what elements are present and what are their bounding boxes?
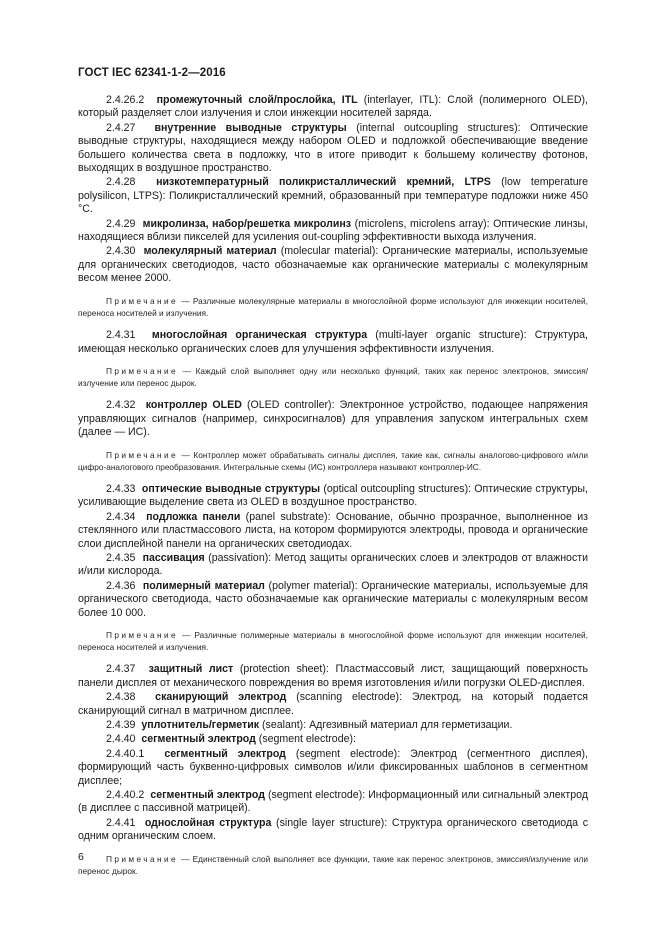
- term-entry: 2.4.28 низкотемпературный поликристаллический кремний, LTPS (low temperature polysilicon, LTPS): Поликристаллический кремний, образованный при температуре подложки ниже 450 °C.: [78, 176, 588, 216]
- note: Примечание — Различные полимерные материалы в многослойной форме используют для инжекции носителей, переноса носителей и излучения.: [78, 630, 588, 653]
- note-label: Примечание: [106, 365, 179, 376]
- note-label: Примечание: [106, 449, 179, 460]
- note: Примечание — Различные молекулярные материалы в многослойной форме используют для инжекции носителей, переноса носителей и излучения.: [78, 295, 588, 318]
- term-entry: 2.4.38 сканирующий электрод (scanning electrode): Электрод, на который подается сканирующий сигнал в матричном дисплее.: [78, 691, 588, 717]
- term-entry: 2.4.31 многослойная органическая структура (multi-layer organic structure): Структура, имеющая несколько органических слоев для улучшения эффективности излучения.: [78, 329, 588, 355]
- note: Примечание — Единственный слой выполняет все функции, такие как перенос электронов, эмиссия/излучение или перенос дырок.: [78, 853, 588, 876]
- note-label: Примечание: [106, 630, 179, 640]
- term-entry: 2.4.29 микролинза, набор/решетка микролинз (microlens, microlens array): Оптические линзы, находящиеся вблизи пикселей для усиления out-coupling эффективности выхода излучения.: [78, 217, 589, 244]
- term-entry: 2.4.41 однослойная структура (single layer structure): Структура органического светодиода с одним органическим слоем.: [78, 816, 589, 843]
- term-entry: 2.4.39 уплотнитель/герметик (sealant): Адгезивный материал для герметизации.: [106, 719, 513, 732]
- note-label: Примечание: [106, 853, 179, 864]
- page-number: 6: [78, 851, 84, 863]
- term-entry: 2.4.30 молекулярный материал (molecular material): Органические материалы, используемые для органических светодиодов, часто обозначаемые как органические материалы с молекулярным весом менее 2000.: [78, 245, 588, 285]
- document-body: [78, 94, 588, 887]
- term-entry: 2.4.34 подложка панели (panel substrate): Основание, обычно прозрачное, выполненное из стеклянного или пластмассового листа, на котором формируются электроды, провода и органические слои дисплейной панели на органических светодиодах.: [78, 510, 588, 550]
- term-entry: 2.4.35 пассивация (passivation): Метод защиты органических слоев и электродов от влажности и/или кислорода.: [78, 551, 589, 578]
- term-entry: 2.4.40.2 сегментный электрод (segment electrode): Информационный или сигнальный электрод (в дисплее с пассивной матрицей).: [78, 789, 589, 815]
- term-entry: 2.4.36 полимерный материал (polymer material): Органические материалы, используемые для органического светодиода, часто обозначаемые как органические материалы с молекулярным весом более 10 000.: [78, 579, 588, 619]
- term-entry: 2.4.37 защитный лист (protection sheet): Пластмассовый лист, защищающий поверхность панели дисплея от механического повреждения во время изготовления и/или погрузки OLED-дисплея.: [78, 663, 589, 689]
- term-entry: 2.4.33 оптические выводные структуры (optical outcoupling structures): Оптические структуры, усиливающие выделение света из OLED в воздушное пространство.: [78, 482, 588, 509]
- term-entry: 2.4.32 контроллер OLED (OLED controller): Электронное устройство, подающее напряжения управляющих сигналов (например, синхросигналов) для управления запуском интегральных схем (далее — ИС).: [78, 399, 589, 439]
- term-entry: 2.4.40 сегментный электрод (segment electrode):: [106, 733, 356, 746]
- term-entry: 2.4.40.1 сегментный электрод (segment electrode): Электрод (сегментного дисплея), формирующий часть буквенно-цифровых символов и/или фиксированных шаблонов в сегментном дисплее;: [78, 747, 588, 787]
- note: Примечание — Контроллер может обрабатывать сигналы дисплея, такие как, сигналы аналогово-цифрового и/или цифро-аналогового преобразования. Интегральные схемы (ИС) контроллера называют контроллер-ИС.: [78, 449, 588, 472]
- document-header: ГОСТ IEC 62341-1-2—2016: [78, 67, 226, 79]
- term-entry: 2.4.27 внутренние выводные структуры (internal outcoupling structures): Оптические выводные структуры, находящиеся между набором OLED и подложкой обеспечивающие введение большего количества света в подложку, что в итоге приводит к большему количеству фотонов, выходящих в воздушное пространство.: [78, 121, 588, 175]
- term-entry: 2.4.26.2 промежуточный слой/прослойка, ITL (interlayer, ITL): Слой (полимерного OLED), который разделяет слои излучения и слои инжекции носителей заряда.: [78, 94, 588, 120]
- note: Примечание — Каждый слой выполняет одну или несколько функций, таких как перенос электронов, эмиссия/излучение или перенос дырок.: [78, 365, 588, 389]
- note-label: Примечание: [106, 295, 179, 306]
